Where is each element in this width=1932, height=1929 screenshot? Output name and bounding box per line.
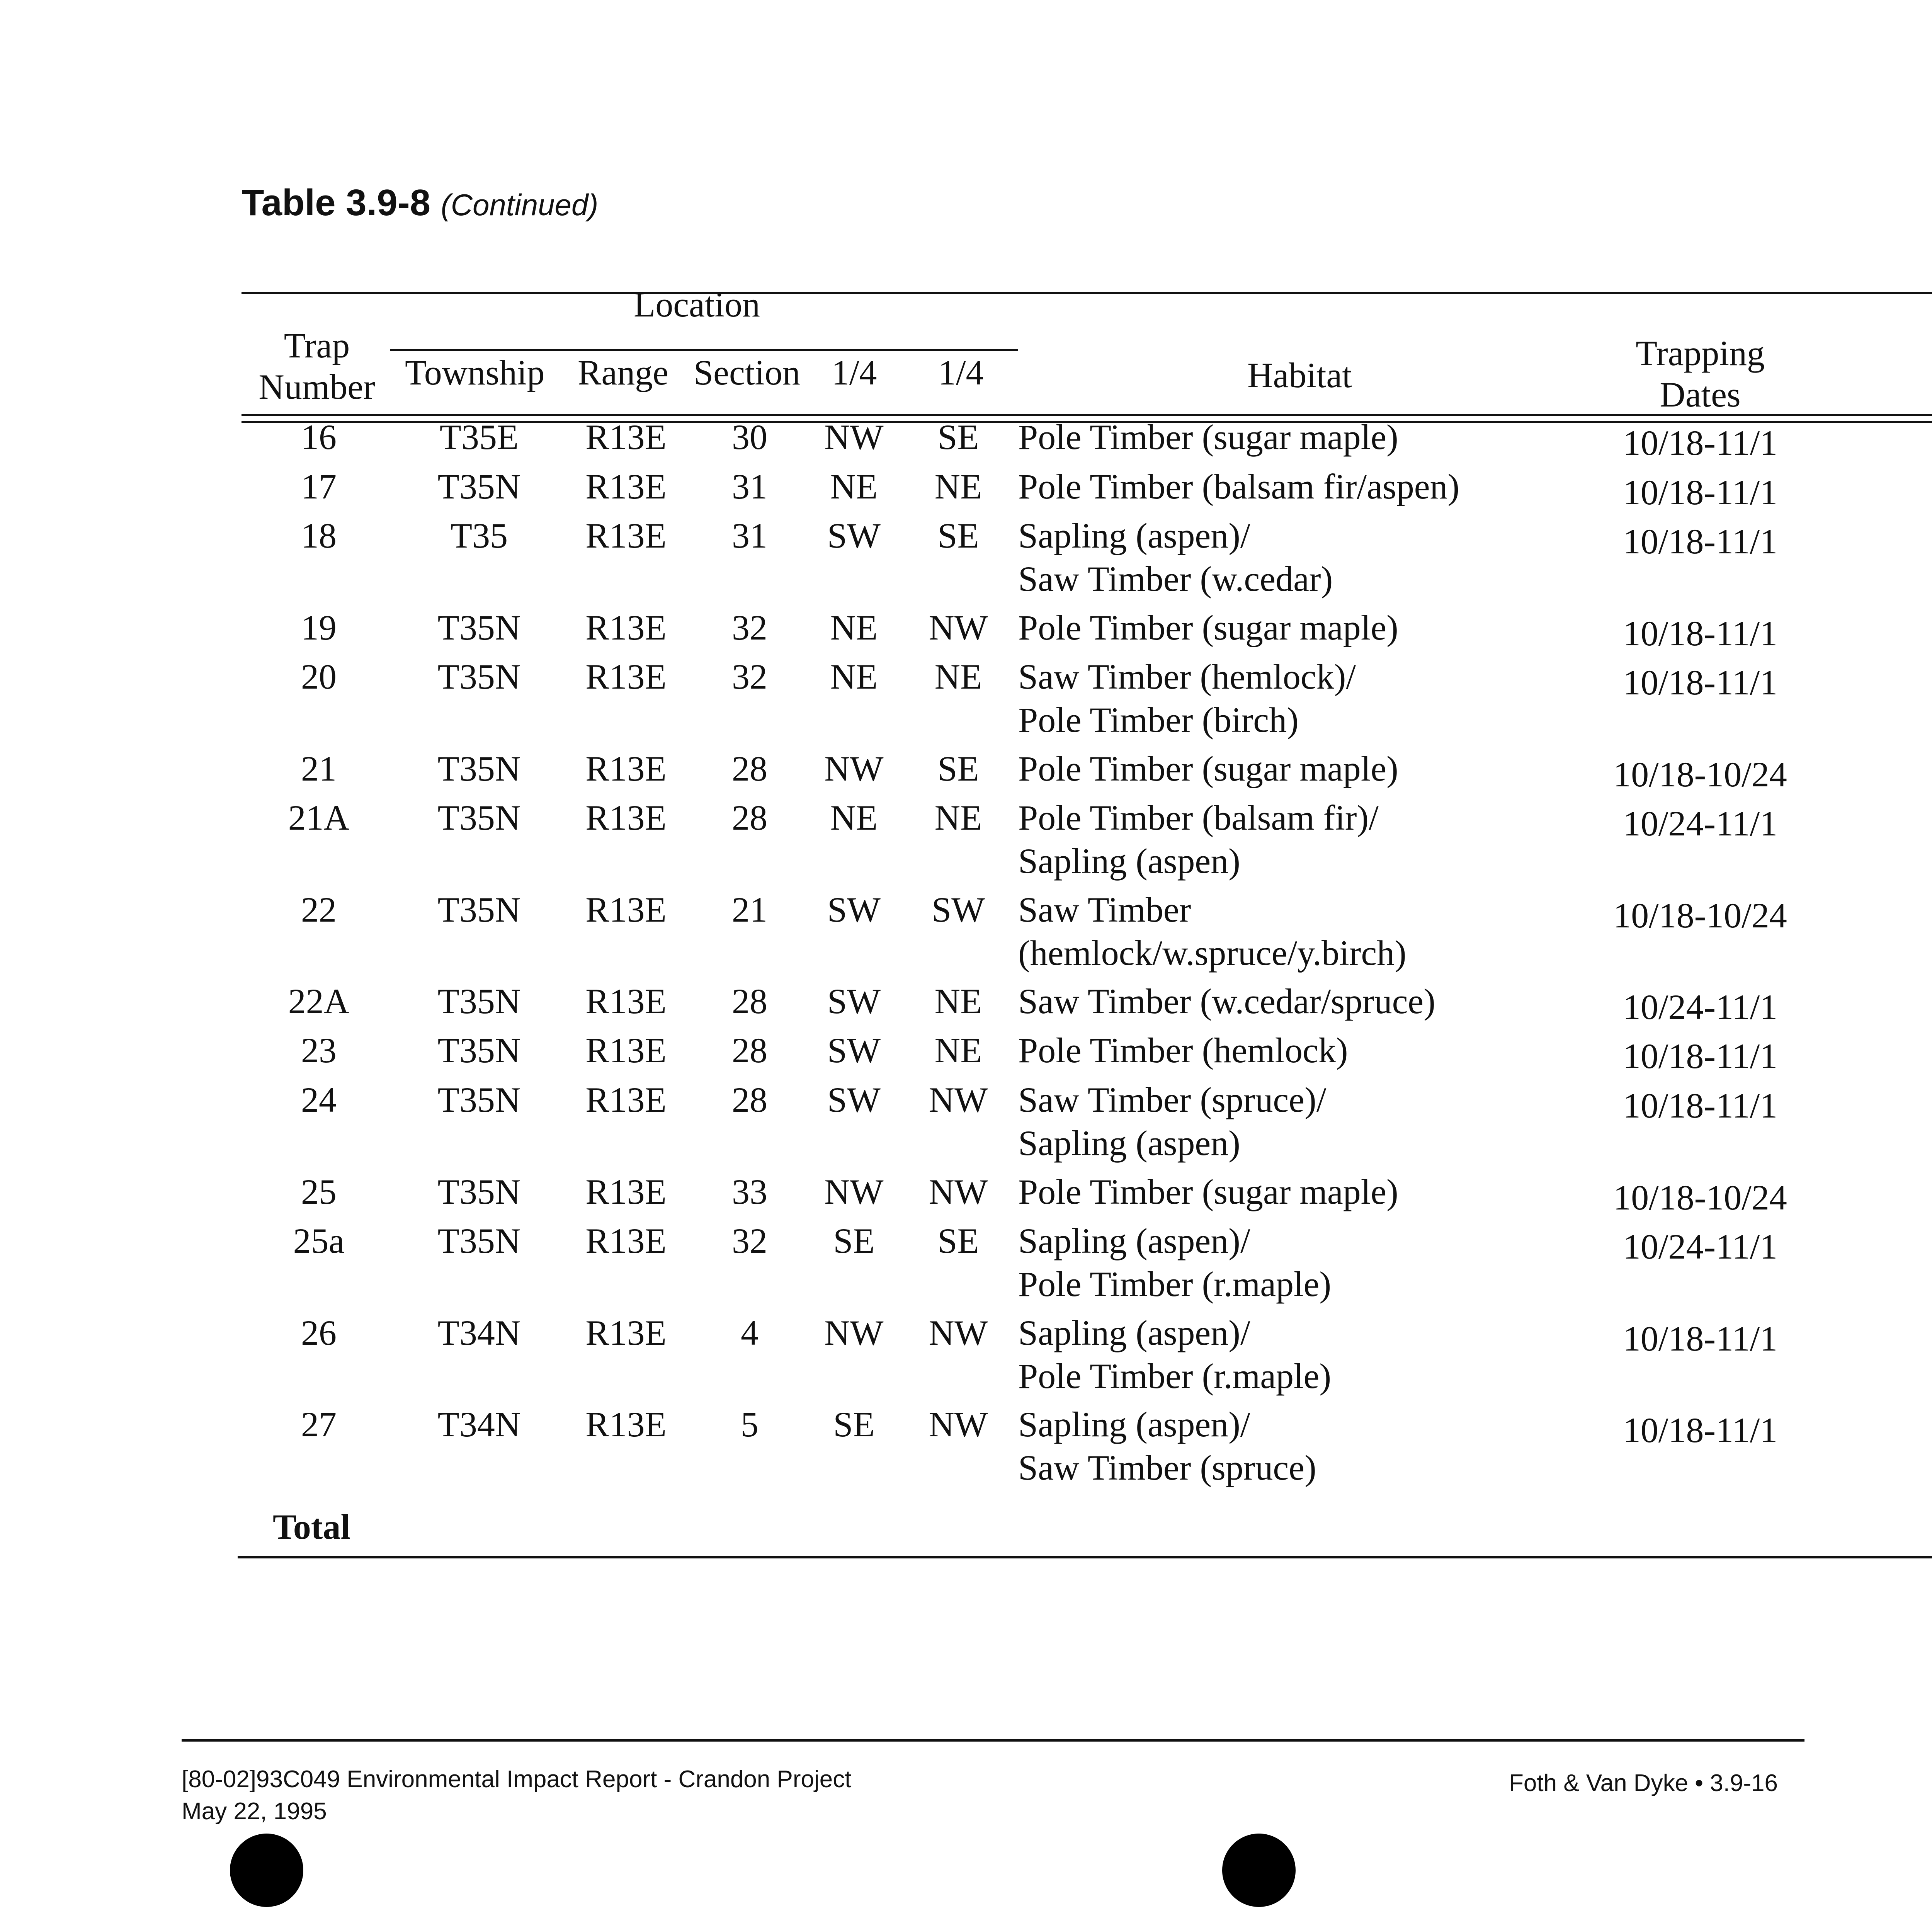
cell-trap-number: 20 [301, 657, 337, 696]
header-trapping-dates-1: Trapping [1636, 333, 1765, 373]
cell-quarter-1: SW [827, 516, 881, 555]
cell-township: T35N [437, 749, 521, 788]
cell-trapping-dates: 10/18-11/1 [1622, 1319, 1778, 1358]
header-trapping-dates-2: Dates [1660, 375, 1741, 414]
cell-quarter-1: NW [824, 1172, 884, 1211]
cell-habitat: Sapling (aspen)/ [1018, 1221, 1250, 1260]
cell-trap-number: 26 [301, 1313, 337, 1352]
cell-trap-number: 17 [301, 467, 337, 506]
footer-left-line1: [80-02]93C049 Environmental Impact Report - Crandon Project [182, 1766, 852, 1793]
cell-quarter-2: NE [934, 467, 982, 506]
cell-quarter-2: NW [929, 1080, 988, 1119]
cell-trapping-dates: 10/18-11/1 [1622, 473, 1778, 512]
cell-section: 33 [732, 1172, 767, 1211]
cell-quarter-1: SW [827, 890, 881, 929]
cell-section: 32 [732, 657, 767, 696]
cell-section: 28 [732, 1080, 767, 1119]
cell-quarter-2: NE [934, 1031, 982, 1070]
cell-quarter-1: SW [827, 1080, 881, 1119]
cell-quarter-1: NW [824, 1313, 884, 1352]
cell-quarter-2: SW [932, 890, 985, 929]
cell-habitat: Sapling (aspen) [1018, 1123, 1240, 1163]
cell-range: R13E [585, 516, 667, 555]
cell-trapping-dates: 10/18-10/24 [1613, 1178, 1787, 1217]
cell-township: T35N [437, 1080, 521, 1119]
cell-township: T35N [437, 798, 521, 837]
cell-quarter-2: SE [937, 516, 979, 555]
cell-trapping-dates: 10/18-10/24 [1613, 896, 1787, 935]
cell-trapping-dates: 10/18-11/1 [1622, 663, 1778, 702]
cell-quarter-1: SW [827, 1031, 881, 1070]
cell-habitat: Sapling (aspen)/ [1018, 516, 1250, 555]
cell-section: 28 [732, 1031, 767, 1070]
cell-trapping-dates: 10/24-11/1 [1622, 1227, 1778, 1266]
cell-habitat: Pole Timber (hemlock) [1018, 1031, 1348, 1070]
cell-habitat: Saw Timber (spruce)/ [1018, 1080, 1327, 1119]
cell-range: R13E [585, 657, 667, 696]
cell-quarter-1: NE [830, 467, 878, 506]
cell-trap-number: 16 [301, 417, 337, 457]
cell-quarter-1: SW [827, 982, 881, 1021]
footer-left-line2: May 22, 1995 [182, 1798, 327, 1825]
cell-quarter-1: NW [824, 749, 884, 788]
cell-quarter-1: SE [833, 1405, 875, 1444]
cell-township: T35N [437, 890, 521, 929]
cell-township: T35N [437, 467, 521, 506]
header-double-rule-top [242, 414, 1932, 416]
cell-section: 28 [732, 798, 767, 837]
cell-habitat: Saw Timber (spruce) [1018, 1448, 1316, 1487]
cell-trapping-dates: 10/24-11/1 [1622, 987, 1778, 1027]
cell-quarter-1: NW [824, 417, 884, 457]
cell-trap-number: 27 [301, 1405, 337, 1444]
cell-quarter-2: NE [934, 657, 982, 696]
cell-section: 31 [732, 467, 767, 506]
cell-habitat: Saw Timber [1018, 890, 1191, 929]
cell-range: R13E [585, 467, 667, 506]
cell-habitat: Saw Timber (hemlock)/ [1018, 657, 1356, 696]
cell-trapping-dates: 10/18-11/1 [1622, 1036, 1778, 1076]
cell-quarter-1: NE [830, 608, 878, 647]
cell-habitat: Saw Timber (w.cedar) [1018, 559, 1333, 599]
cell-range: R13E [585, 1405, 667, 1444]
cell-trapping-dates: 10/18-11/1 [1622, 522, 1778, 561]
cell-township: T35N [437, 608, 521, 647]
cell-quarter-1: NE [830, 657, 878, 696]
cell-quarter-2: NW [929, 1313, 988, 1352]
cell-habitat: Pole Timber (birch) [1018, 700, 1299, 740]
cell-trapping-dates: 10/18-10/24 [1613, 755, 1787, 794]
cell-township: T35E [439, 417, 519, 457]
header-quarter-1: 1/4 [832, 353, 877, 392]
cell-section: 32 [732, 608, 767, 647]
header-trap-number-2: Number [259, 367, 375, 407]
header-location: Location [634, 285, 760, 324]
cell-section: 32 [732, 1221, 767, 1260]
cell-township: T35N [437, 982, 521, 1021]
cell-quarter-2: NW [929, 608, 988, 647]
cell-habitat: Sapling (aspen)/ [1018, 1405, 1250, 1444]
cell-habitat: Sapling (aspen)/ [1018, 1313, 1250, 1352]
header-range: Range [578, 353, 669, 392]
cell-trap-number: 22 [301, 890, 337, 929]
cell-range: R13E [585, 798, 667, 837]
cell-township: T35N [437, 1221, 521, 1260]
binder-hole-left [230, 1834, 303, 1907]
cell-range: R13E [585, 890, 667, 929]
cell-habitat: Pole Timber (balsam fir)/ [1018, 798, 1379, 837]
table-bottom-rule [238, 1556, 1932, 1558]
cell-trapping-dates: 10/18-11/1 [1622, 1086, 1778, 1125]
cell-range: R13E [585, 982, 667, 1021]
cell-trapping-dates: 10/24-11/1 [1622, 804, 1778, 843]
cell-trap-number: 21A [288, 798, 350, 837]
cell-township: T34N [437, 1405, 521, 1444]
cell-quarter-2: NE [934, 798, 982, 837]
cell-habitat: Pole Timber (sugar maple) [1018, 608, 1398, 647]
cell-range: R13E [585, 608, 667, 647]
cell-section: 4 [741, 1313, 759, 1352]
table-title-main: Table 3.9-8 [242, 182, 431, 223]
cell-trap-number: 22A [288, 982, 350, 1021]
cell-habitat: Saw Timber (w.cedar/spruce) [1018, 982, 1435, 1021]
cell-township: T35 [450, 516, 508, 555]
cell-trap-number: 25 [301, 1172, 337, 1211]
cell-habitat: Pole Timber (sugar maple) [1018, 1172, 1398, 1211]
cell-quarter-1: SE [833, 1221, 875, 1260]
cell-habitat: Pole Timber (balsam fir/aspen) [1018, 467, 1460, 506]
cell-township: T35N [437, 657, 521, 696]
cell-trap-number: 18 [301, 516, 337, 555]
cell-section: 30 [732, 417, 767, 457]
cell-trap-number: 23 [301, 1031, 337, 1070]
header-township: Township [405, 353, 545, 392]
cell-trapping-dates: 10/18-11/1 [1622, 614, 1778, 653]
cell-range: R13E [585, 1221, 667, 1260]
cell-quarter-2: NE [934, 982, 982, 1021]
cell-township: T35N [437, 1031, 521, 1070]
footer-right: Foth & Van Dyke • 3.9-16 [1509, 1770, 1778, 1796]
cell-habitat: Pole Timber (r.maple) [1018, 1264, 1332, 1304]
table-title [242, 182, 598, 224]
cell-township: T34N [437, 1313, 521, 1352]
cell-trap-number: 24 [301, 1080, 337, 1119]
cell-range: R13E [585, 749, 667, 788]
cell-trapping-dates: 10/18-11/1 [1622, 1410, 1778, 1450]
cell-section: 31 [732, 516, 767, 555]
cell-trap-number: 21 [301, 749, 337, 788]
header-habitat: Habitat [1247, 356, 1352, 395]
cell-range: R13E [585, 417, 667, 457]
table-top-rule [242, 292, 1932, 294]
cell-quarter-1: NE [830, 798, 878, 837]
cell-trapping-dates: 10/18-11/1 [1622, 423, 1778, 463]
header-section: Section [694, 353, 800, 392]
cell-range: R13E [585, 1313, 667, 1352]
total-label: Total [273, 1507, 351, 1546]
cell-quarter-2: SE [937, 1221, 979, 1260]
header-quarter-2: 1/4 [938, 353, 984, 392]
cell-range: R13E [585, 1172, 667, 1211]
cell-quarter-2: SE [937, 417, 979, 457]
footer-rule [182, 1739, 1804, 1742]
cell-habitat: (hemlock/w.spruce/y.birch) [1018, 933, 1406, 973]
cell-township: T35N [437, 1172, 521, 1211]
cell-range: R13E [585, 1031, 667, 1070]
cell-habitat: Sapling (aspen) [1018, 841, 1240, 881]
cell-quarter-2: SE [937, 749, 979, 788]
cell-quarter-2: NW [929, 1172, 988, 1211]
cell-section: 28 [732, 982, 767, 1021]
cell-section: 5 [741, 1405, 759, 1444]
cell-trap-number: 25a [293, 1221, 345, 1260]
table-title-continued: (Continued) [440, 188, 599, 222]
cell-trap-number: 19 [301, 608, 337, 647]
cell-section: 28 [732, 749, 767, 788]
cell-habitat: Pole Timber (r.maple) [1018, 1356, 1332, 1396]
location-underline [390, 349, 1018, 351]
binder-hole-center [1222, 1834, 1296, 1907]
cell-quarter-2: NW [929, 1405, 988, 1444]
cell-section: 21 [732, 890, 767, 929]
cell-habitat: Pole Timber (sugar maple) [1018, 417, 1398, 457]
cell-range: R13E [585, 1080, 667, 1119]
cell-habitat: Pole Timber (sugar maple) [1018, 749, 1398, 788]
header-trap-number-1: Trap [284, 326, 350, 365]
